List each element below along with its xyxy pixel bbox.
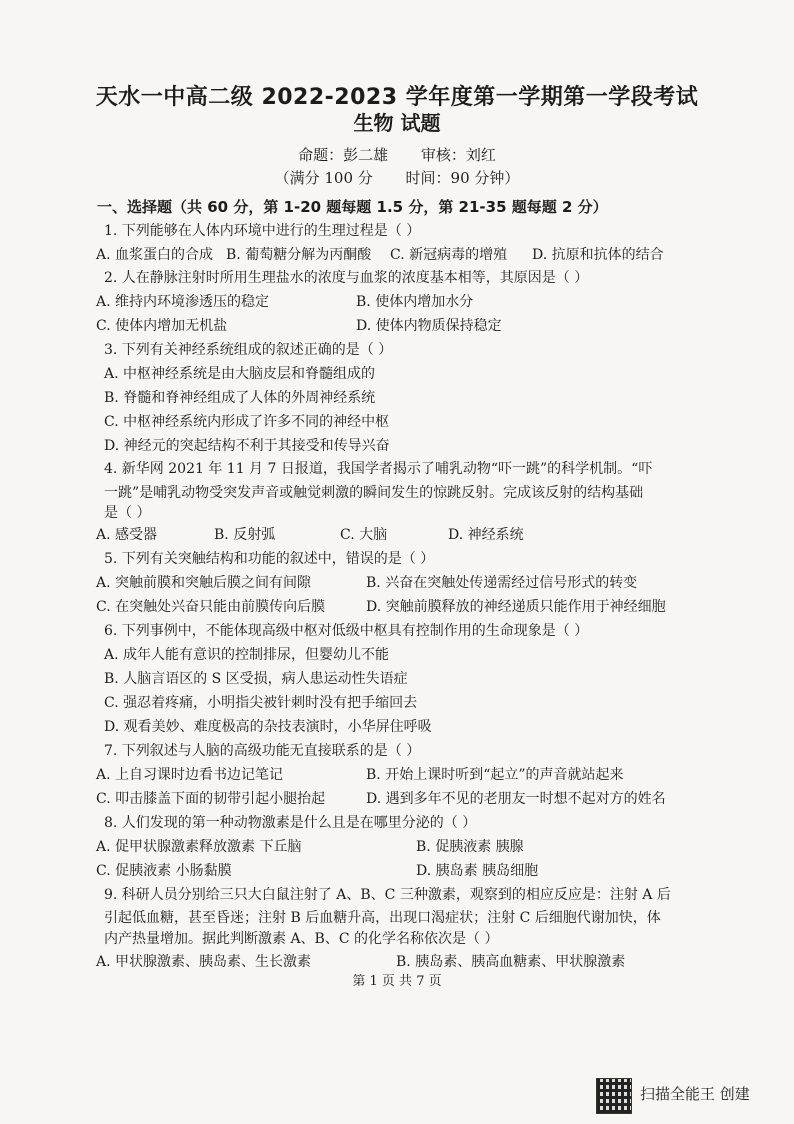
- question-5-stem: 5. 下列有关突触结构和功能的叙述中，错误的是（ ）: [104, 551, 435, 567]
- option-d: D. 胰岛素 胰岛细胞: [416, 863, 539, 879]
- option-c: C. 使体内增加无机盐: [96, 318, 228, 334]
- author-line: [0, 144, 794, 165]
- question-3-stem: 3. 下列有关神经系统组成的叙述正确的是（ ）: [104, 342, 393, 358]
- question-7-stem: 7. 下列叙述与人脑的高级功能无直接联系的是（ ）: [104, 743, 421, 759]
- question-9-stem-line3: 内产热量增加。据此判断激素 A、B、C 的化学名称依次是（ ）: [104, 931, 499, 947]
- option-d: D. 神经系统: [448, 527, 524, 543]
- reviewer: 审核：刘红: [420, 146, 496, 164]
- option-c: C. 促胰液素 小肠黏膜: [96, 863, 232, 879]
- option-b: B. 胰岛素、胰高血糖素、甲状腺激素: [396, 954, 626, 970]
- option-a: A. 感受器: [96, 527, 158, 543]
- page-number: 第 1 页 共 7 页: [352, 974, 442, 989]
- question-3-option-c: C. 中枢神经系统内形成了许多不同的神经中枢: [104, 414, 390, 430]
- qr-code-icon: [596, 1078, 632, 1114]
- option-b: B. 开始上课时听到“起立”的声音就站起来: [366, 767, 624, 783]
- full-score: （满分 100 分: [274, 169, 373, 187]
- option-b: B. 促胰液素 胰腺: [416, 839, 524, 855]
- option-b: B. 使体内增加水分: [356, 294, 474, 310]
- option-a: A. 维持内环境渗透压的稳定: [96, 294, 270, 310]
- question-1-stem: 1. 下列能够在人体内环境中进行的生理过程是（ ）: [104, 223, 421, 239]
- subject-title: 生物 试题: [353, 111, 441, 135]
- score-time-line: [0, 167, 794, 188]
- option-a: A. 上自习课时边看书边记笔记: [96, 767, 284, 783]
- exam-time: 时间：90 分钟）: [405, 169, 520, 187]
- exam-title: 天水一中高二级 2022-2023 学年度第一学期第一学段考试: [95, 85, 699, 110]
- option-d: D. 使体内物质保持稳定: [356, 318, 502, 334]
- question-6-stem: 6. 下列事例中，不能体现高级中枢对低级中枢具有控制作用的生命现象是（ ）: [104, 623, 589, 639]
- question-8-stem: 8. 人们发现的第一种动物激素是什么且是在哪里分泌的（ ）: [104, 815, 477, 831]
- question-6-option-b: B. 人脑言语区的 S 区受损，病人患运动性失语症: [104, 671, 408, 687]
- question-6-option-d: D. 观看美妙、难度极高的杂技表演时，小华屏住呼吸: [104, 719, 432, 735]
- option-b: B. 葡萄糖分解为丙酮酸: [226, 247, 372, 263]
- question-3-option-d: D. 神经元的突起结构不利于其接受和传导兴奋: [104, 438, 390, 454]
- option-a: A. 促甲状腺激素释放激素 下丘脑: [96, 839, 302, 855]
- option-d: D. 抗原和抗体的结合: [532, 247, 664, 263]
- option-c: C. 在突触处兴奋只能由前膜传向后膜: [96, 599, 326, 615]
- option-b: B. 兴奋在突触处传递需经过信号形式的转变: [366, 575, 638, 591]
- option-b: B. 反射弧: [214, 527, 276, 543]
- option-a: A. 甲状腺激素、胰岛素、生长激素: [96, 954, 312, 970]
- option-d: D. 突触前膜释放的神经递质只能作用于神经细胞: [366, 599, 666, 615]
- option-c: C. 叩击膝盖下面的韧带引起小腿抬起: [96, 791, 326, 807]
- question-6-option-a: A. 成年人能有意识的控制排尿，但婴幼儿不能: [104, 647, 390, 663]
- option-c: C. 新冠病毒的增殖: [390, 247, 508, 263]
- question-3-option-b: B. 脊髓和脊神经组成了人体的外周神经系统: [104, 390, 376, 406]
- option-a: A. 突触前膜和突触后膜之间有间隙: [96, 575, 312, 591]
- question-4-stem-line3: 是（ ）: [104, 505, 151, 521]
- option-c: C. 大脑: [340, 527, 388, 543]
- question-4-stem-line2: 一跳”是哺乳动物受突发声音或触觉刺激的瞬间发生的惊跳反射。完成该反射的结构基础: [104, 485, 644, 501]
- option-d: D. 遇到多年不见的老朋友一时想不起对方的姓名: [366, 791, 666, 807]
- question-4-stem-line1: 4. 新华网 2021 年 11 月 7 日报道，我国学者揭示了哺乳动物“吓一跳”的科学机制。“吓: [104, 461, 653, 477]
- author: 命题：彭二雄: [298, 146, 389, 164]
- question-2-stem: 2. 人在静脉注射时所用生理盐水的浓度与血浆的浓度基本相等，其原因是（ ）: [104, 270, 589, 286]
- section-heading: 一、选择题（共 60 分，第 1-20 题每题 1.5 分，第 21-35 题每题 2 分）: [97, 198, 608, 216]
- scanner-watermark: 扫描全能王 创建: [640, 1085, 750, 1103]
- question-3-option-a: A. 中枢神经系统是由大脑皮层和脊髓组成的: [104, 366, 376, 382]
- option-a: A. 血浆蛋白的合成: [96, 247, 214, 263]
- question-6-option-c: C. 强忍着疼痛，小明指尖被针刺时没有把手缩回去: [104, 695, 418, 711]
- question-9-stem-line1: 9. 科研人员分别给三只大白鼠注射了 A、B、C 三种激素，观察到的相应反应是：注射 A 后: [104, 887, 671, 903]
- question-9-stem-line2: 引起低血糖，甚至昏迷；注射 B 后血糖升高，出现口渴症状；注射 C 后细胞代谢加快，体: [104, 910, 661, 926]
